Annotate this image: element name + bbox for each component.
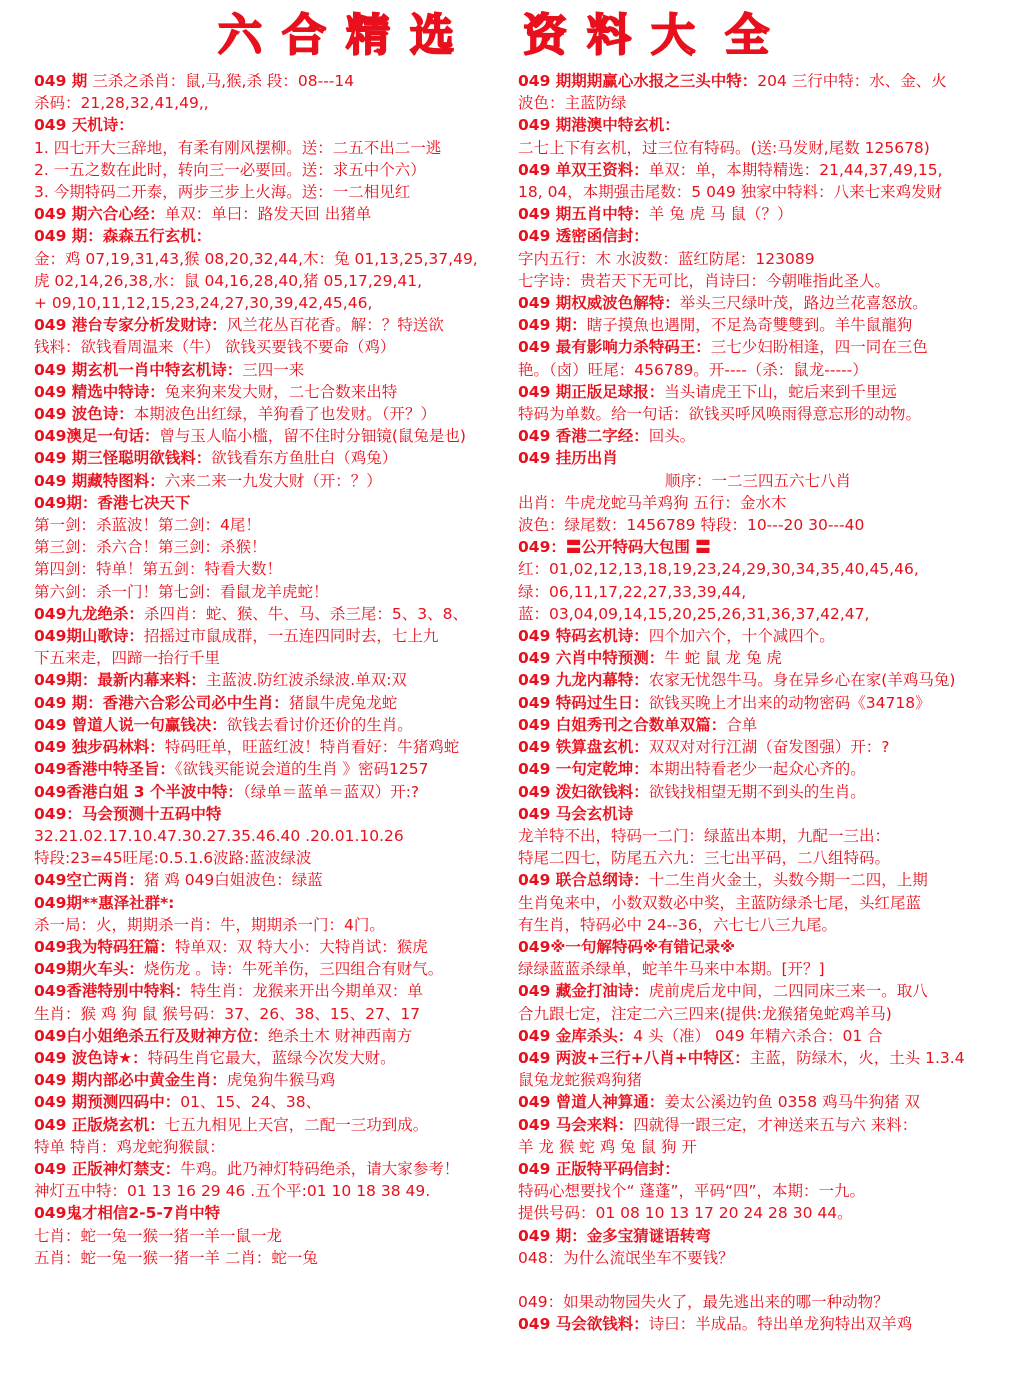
line-text: 204 三行中特：水、金、火 xyxy=(757,72,947,90)
text-line xyxy=(34,403,516,425)
line-text: 风兰花丛百花香。解：？特送欲 xyxy=(226,316,444,335)
text-line xyxy=(518,869,998,891)
line-heading: 049 曾道人说一句赢钱决： xyxy=(34,715,227,734)
text-line xyxy=(518,736,998,758)
line-heading: 049※一句解特码※有错记录※ xyxy=(518,937,736,956)
text-line xyxy=(518,314,998,336)
line-text: 猪鼠牛虎兔龙蛇 xyxy=(288,693,398,712)
text-line xyxy=(34,1136,516,1158)
line-text: 回头。 xyxy=(648,427,696,446)
title-char: 全 xyxy=(725,10,769,61)
text-line xyxy=(34,137,516,159)
line-text: 生肖兔来中，小数双数必中奖，主蓝防绿杀七尾，头红尾蓝 xyxy=(518,893,922,912)
text-line xyxy=(34,181,516,203)
text-line xyxy=(518,1202,998,1224)
line-text: 波色：绿尾数：1456789 特段：10---20 30---40 xyxy=(518,516,865,535)
line-text: 特码生肖它最大，蓝绿今次发大财。 xyxy=(147,1048,396,1067)
text-line xyxy=(34,1003,516,1025)
line-heading: 049 一句定乾坤： xyxy=(518,760,649,779)
line-text: 顺序：一二三四五六七八肖 xyxy=(664,471,851,490)
text-line xyxy=(34,114,516,136)
line-heading: 049空亡两肖： xyxy=(34,871,144,890)
line-text: 波色：主蓝防绿 xyxy=(518,94,627,113)
line-text: 五肖：蛇一兔一猴一猪一羊 二肖：蛇一兔 xyxy=(34,1248,318,1267)
line-text: 绝杀土木 财神西南方 xyxy=(267,1026,413,1045)
line-text: 招摇过市鼠成群，一五连四同时去，七上九 xyxy=(143,627,439,646)
text-line xyxy=(34,1114,516,1136)
line-text: 32.21.02.17.10.47.30.27.35.46.40 .20.01.10.26 xyxy=(34,826,404,845)
line-text: 特生肖：龙猴来开出今期单双：单 xyxy=(190,982,423,1001)
line-text: 牛鸡。此乃神灯特码绝杀，请大家参考！ xyxy=(180,1159,460,1178)
line-text: 六来二来一九发大财（开：？） xyxy=(164,471,382,490)
line-heading: 049 藏金打油诗： xyxy=(518,982,649,1001)
line-heading: 049期山歌诗： xyxy=(34,627,144,646)
line-text: 艳。（卤）旺尾：456789。开----（杀：鼠龙-----） xyxy=(518,360,868,379)
line-text: 姜太公溪边钓鱼 0358 鸡马牛狗猪 双 xyxy=(664,1093,920,1112)
right-column xyxy=(518,70,998,1335)
line-text: 羊 兔 虎 马 鼠（？） xyxy=(648,205,793,224)
text-line xyxy=(34,803,516,825)
text-line xyxy=(518,625,998,647)
line-text: 出肖：牛虎龙蛇马羊鸡狗 五行：金水木 xyxy=(518,493,787,512)
line-text: 本期波色出红绿，羊狗看了也发财。（开？） xyxy=(133,405,437,424)
text-line xyxy=(34,781,516,803)
line-text: 七五九相见上天宫，二配一三功到成。 xyxy=(164,1115,429,1134)
line-text: 提供号码：01 08 10 13 17 20 24 28 30 44。 xyxy=(518,1204,853,1223)
line-heading: 049 期权威波色解特： xyxy=(518,294,680,313)
text-line xyxy=(34,1225,516,1247)
line-text: 羊 龙 猴 蛇 鸡 兔 鼠 狗 开 xyxy=(518,1137,697,1156)
line-heading: 049期火车头： xyxy=(34,960,144,979)
line-heading: 049 九龙内幕特： xyxy=(518,671,649,690)
text-line xyxy=(518,892,998,914)
text-line xyxy=(34,425,516,447)
text-line xyxy=(518,447,998,469)
text-line xyxy=(518,669,998,691)
line-heading: 049 单双王资料： xyxy=(518,160,649,179)
line-heading: 049 金库杀头： xyxy=(518,1026,634,1045)
line-heading: 049 期内部必中黄金生肖： xyxy=(34,1071,227,1090)
text-line xyxy=(34,625,516,647)
text-line xyxy=(518,1180,998,1202)
text-line xyxy=(518,425,998,447)
text-line xyxy=(34,1025,516,1047)
text-line xyxy=(518,270,998,292)
text-line xyxy=(34,758,516,780)
text-line xyxy=(34,603,516,625)
line-heading: 049 期：香港六合彩公司必中生肖： xyxy=(34,693,289,712)
text-line xyxy=(34,936,516,958)
text-line xyxy=(34,714,516,736)
line-heading: 049 天机诗： xyxy=(34,116,134,135)
line-text: 当头请虎王下山，蛇后来到千里远 xyxy=(664,382,897,401)
text-line xyxy=(518,248,998,270)
line-heading: 049期：最新内幕来料： xyxy=(34,671,206,690)
line-text: 特码为单数。给一句话：欲钱买呼风唤雨得意忘形的动物。 xyxy=(518,405,922,424)
line-heading: 049 期预测四码中： xyxy=(34,1093,181,1112)
line-text: 049：如果动物园失火了，最先逃出来的哪一种动物？ xyxy=(518,1292,889,1311)
text-line xyxy=(34,1247,516,1269)
text-line xyxy=(34,692,516,714)
text-line xyxy=(518,1158,998,1180)
line-text: 生肖：猴 鸡 狗 鼠 猴号码：37、26、38、15、27、17 xyxy=(34,1004,421,1023)
text-line xyxy=(518,403,998,425)
text-line xyxy=(34,492,516,514)
line-text: 杀四肖：蛇、猴、牛、马、杀三尾：5、3、8、 xyxy=(143,604,468,623)
line-heading: 049 马会玄机诗 xyxy=(518,804,634,823)
line-heading: 049：〓公开特码大包围 〓 xyxy=(518,538,711,557)
line-heading: 049 六肖中特预测： xyxy=(518,649,665,668)
line-heading: 049我为特码狂篇： xyxy=(34,937,175,956)
line-heading: 049 港台专家分析发财诗： xyxy=(34,316,227,335)
text-line xyxy=(518,70,998,92)
text-line xyxy=(34,1091,516,1113)
text-line xyxy=(518,359,998,381)
page-title xyxy=(0,8,1025,64)
line-text: 虎前虎后龙中间，二四同床三来一。取八 xyxy=(648,982,928,1001)
text-line xyxy=(34,1202,516,1224)
line-heading: 049 特码玄机诗： xyxy=(518,627,649,646)
line-text: 下五来走，四蹄一抬行千里 xyxy=(34,649,221,668)
line-heading: 049 马会欲钱料： xyxy=(518,1315,649,1334)
line-heading: 049 期：森森五行玄机： xyxy=(34,227,212,246)
text-line xyxy=(34,847,516,869)
text-line xyxy=(518,536,998,558)
line-text: 18, 04，本期强击尾数：5 049 独家中特料：八来七来鸡发财 xyxy=(518,183,943,202)
line-heading: 049 最有影响力杀特码王： xyxy=(518,338,711,357)
line-heading: 049 精选中特诗： xyxy=(34,382,165,401)
text-line xyxy=(518,803,998,825)
text-line xyxy=(34,447,516,469)
line-text: 特单 特肖：鸡龙蛇狗猴鼠： xyxy=(34,1137,225,1156)
line-text: 有生肖，特码必中 24--36，六七七八三九尾。 xyxy=(518,915,838,934)
line-text: 单双：单，本期特精选：21,44,37,49,15, xyxy=(648,160,943,179)
line-text: 三四一来 xyxy=(242,360,305,379)
text-line xyxy=(34,359,516,381)
text-line xyxy=(34,869,516,891)
line-heading: 049 期 xyxy=(34,72,88,90)
text-line xyxy=(518,137,998,159)
line-text: 特码心想要找个“ 蓬蓬”，平码“四”，本期：一九。 xyxy=(518,1182,866,1201)
text-line xyxy=(34,1180,516,1202)
line-text: 虎兔狗牛猴马鸡 xyxy=(226,1071,336,1090)
line-text: 欲钱看东方鱼肚白（鸡兔） xyxy=(211,449,398,468)
text-line xyxy=(34,270,516,292)
line-heading: 049 期：金多宝猜谜语转弯 xyxy=(518,1226,711,1245)
text-line xyxy=(518,714,998,736)
line-heading: 049 白姐秀刊之合数单双篇： xyxy=(518,715,727,734)
line-text: 举头三尺绿叶茂，路边兰花喜怒放。 xyxy=(679,294,928,313)
line-heading: 049 泼妇欲钱料： xyxy=(518,782,649,801)
line-text: 兔来狗来发大财，二七合数来出特 xyxy=(164,382,398,401)
line-text: 猪 鸡 049白姐波色：绿蓝 xyxy=(143,871,323,890)
line-text: 瞎子摸魚也遇閒，不足為奇雙雙到。羊牛鼠龍狗 xyxy=(586,316,913,335)
text-line xyxy=(34,203,516,225)
line-text: 主蓝波.防红波杀绿波.单双:双 xyxy=(205,671,407,690)
line-text: 绿绿蓝蓝杀绿单，蛇羊牛马来中本期。[开？] xyxy=(518,960,825,979)
text-line xyxy=(34,958,516,980)
text-line xyxy=(518,114,998,136)
line-text: 曾与玉人临小槛，留不住时分钿镜(鼠兔是也) xyxy=(159,427,466,446)
text-line xyxy=(34,470,516,492)
text-line xyxy=(34,536,516,558)
line-text: 欲钱买晚上才出来的动物密码《34718》 xyxy=(648,693,931,712)
line-heading: 049 正版特平码信封： xyxy=(518,1159,680,1178)
text-line xyxy=(34,159,516,181)
text-line xyxy=(518,1313,998,1335)
line-heading: 049 马会来料： xyxy=(518,1115,634,1134)
text-line xyxy=(518,203,998,225)
text-line xyxy=(34,381,516,403)
text-line xyxy=(518,514,998,536)
line-text: 虎 02,14,26,38,水：鼠 04,16,28,40,猪 05,17,29,41, xyxy=(34,271,423,290)
line-text: 十二生肖火金土，头数今期一二四，上期 xyxy=(648,871,928,890)
line-text: 特段:23=45旺尾:0.5.1.6波路:蓝波绿波 xyxy=(34,849,312,868)
line-text: 牛 蛇 鼠 龙 兔 虎 xyxy=(664,649,782,668)
line-text: 欲钱找相望无期不到头的生肖。 xyxy=(648,782,866,801)
text-line xyxy=(518,1114,998,1136)
text-line xyxy=(518,381,998,403)
line-heading: 049 透密函信封： xyxy=(518,227,649,246)
line-heading: 049 波色诗★： xyxy=(34,1048,148,1067)
line-heading: 049 正版神灯禁支： xyxy=(34,1159,181,1178)
line-heading: 049鬼才相信2-5-7肖中特 xyxy=(34,1204,221,1223)
line-heading: 049 期港澳中特玄机： xyxy=(518,116,680,135)
line-text: 烧伤龙 。诗：牛死羊伤，三四组合有财气。 xyxy=(143,960,444,979)
text-line xyxy=(518,159,998,181)
text-line xyxy=(518,181,998,203)
line-heading: 049香港中特圣旨： xyxy=(34,760,175,779)
text-line xyxy=(34,248,516,270)
line-heading: 049期：香港七决天下 xyxy=(34,493,191,512)
line-text: 双双对对行江湖（奋发图强）开：? xyxy=(648,738,890,757)
line-text: 杀码：21,28,32,41,49,, xyxy=(34,94,209,113)
text-line xyxy=(34,647,516,669)
title-char: 选 xyxy=(410,10,454,61)
text-line xyxy=(34,292,516,314)
line-heading: 049 期三怪聪明欲钱料： xyxy=(34,449,212,468)
text-line xyxy=(518,1247,998,1269)
line-heading: 049 正版烧玄机： xyxy=(34,1115,165,1134)
text-line xyxy=(34,70,516,92)
text-line xyxy=(518,1136,998,1158)
line-text: 单双：单曰：路发天回 出猪单 xyxy=(164,205,372,224)
text-line xyxy=(518,936,998,958)
spacer xyxy=(518,1269,998,1291)
line-heading: 049 期玄机一肖中特玄机诗： xyxy=(34,360,243,379)
text-line xyxy=(518,581,998,603)
line-text: 三七少妇盼相逢，四一同在三色 xyxy=(710,338,928,357)
line-heading: 049 独步码林料： xyxy=(34,738,165,757)
line-text: 本期出特看老少一起众心齐的。 xyxy=(648,760,866,779)
text-line xyxy=(518,847,998,869)
text-line xyxy=(518,958,998,980)
text-line xyxy=(518,292,998,314)
line-text: 第三剑：杀六合！第三剑：杀猴！ xyxy=(34,538,267,557)
line-text: 主蓝，防绿木，火，土头 1.3.4 xyxy=(749,1048,965,1067)
title-char: 资 xyxy=(523,10,567,61)
text-line xyxy=(34,558,516,580)
text-line xyxy=(518,781,998,803)
line-text: 《欲钱买能说会道的生肖 》密码1257 xyxy=(174,760,429,779)
text-line xyxy=(518,1291,998,1313)
line-text: 字内五行：木 水波数：蓝红防尾：123089 xyxy=(518,249,815,268)
text-line xyxy=(518,92,998,114)
line-text: 四个加六个，十个减四个。 xyxy=(648,627,835,646)
text-line xyxy=(34,1069,516,1091)
line-text: 绿：06,11,17,22,27,33,39,44, xyxy=(518,582,747,601)
text-line xyxy=(34,581,516,603)
text-line xyxy=(34,92,516,114)
text-line xyxy=(518,603,998,625)
title-char: 大 xyxy=(651,10,695,61)
line-text: 01、15、24、38、 xyxy=(180,1093,322,1112)
line-heading: 049 期： xyxy=(518,316,587,335)
text-line xyxy=(518,1003,998,1025)
text-line xyxy=(34,736,516,758)
line-text: 杀一局：火，期期杀一肖：牛，期期杀一门：4门。 xyxy=(34,915,385,934)
line-text: 欲钱去看讨价还价的生肖。 xyxy=(226,715,413,734)
line-heading: 049 联合总纲诗： xyxy=(518,871,649,890)
line-text: 特单双：双 特大小：大特肖试：猴虎 xyxy=(174,937,428,956)
line-text: 金：鸡 07,19,31,43,猴 08,20,32,44,木：兔 01,13,25,37,49, xyxy=(34,249,478,268)
text-line xyxy=(518,558,998,580)
line-text: 4 头（准） 049 年精六杀合：01 合 xyxy=(633,1026,883,1045)
text-line xyxy=(518,1025,998,1047)
text-line xyxy=(518,336,998,358)
line-heading: 049澳足一句话： xyxy=(34,427,160,446)
line-text: 特码旺单，旺蓝红波！特肖看好：牛猪鸡蛇 xyxy=(164,738,460,757)
line-heading: 049 期六合心经： xyxy=(34,205,165,224)
text-line xyxy=(34,1047,516,1069)
text-line xyxy=(518,225,998,247)
text-line xyxy=(34,336,516,358)
text-line xyxy=(518,1225,998,1247)
line-heading: 049 期正版足球报： xyxy=(518,382,665,401)
line-heading: 049 期藏特图料： xyxy=(34,471,165,490)
line-text: + 09,10,11,12,15,23,24,27,30,39,42,45,46, xyxy=(34,294,373,313)
line-text: 红：01,02,12,13,18,19,23,24,29,30,34,35,40,45,46, xyxy=(518,560,919,579)
line-text: 第六剑：杀一门！第七剑：看鼠龙羊虎蛇！ xyxy=(34,582,329,601)
line-heading: 049香港特别中特料： xyxy=(34,982,191,1001)
line-text: 3. 今期特码二开泰，两步三步上火海。送：一二相见红 xyxy=(34,183,411,202)
line-heading: 049 挂历出肖 xyxy=(518,449,618,468)
text-line xyxy=(34,314,516,336)
line-text: 三杀之杀肖：鼠,马,猴,杀 段：08---14 xyxy=(87,72,355,90)
text-line xyxy=(34,892,516,914)
text-line xyxy=(518,1069,998,1091)
text-line xyxy=(518,825,998,847)
text-line xyxy=(34,514,516,536)
line-text: 钱料：欲钱看周温来（牛） 欲钱买要钱不要命（鸡） xyxy=(34,338,396,357)
line-text: 第一剑：杀蓝波！第二剑：4尾！ xyxy=(34,516,261,535)
text-line xyxy=(518,647,998,669)
text-line xyxy=(518,492,998,514)
left-column xyxy=(34,70,516,1269)
text-line xyxy=(34,669,516,691)
line-text: 合单 xyxy=(726,715,758,734)
line-heading: 049 铁算盘玄机： xyxy=(518,738,649,757)
title-char: 六 xyxy=(218,10,262,61)
line-heading: 049 特码过生日： xyxy=(518,693,649,712)
line-text: 1. 四七开大三辞地，有柔有刚风摆柳。送：二五不出二一逃 xyxy=(34,138,442,157)
title-char: 精 xyxy=(346,10,390,61)
line-heading: 049 期期期赢心水报之三头中特： xyxy=(518,72,758,90)
text-line xyxy=(34,225,516,247)
line-heading: 049期**惠泽社群*: xyxy=(34,893,175,912)
line-text: 2. 一五之数在此时，转向三一必要回。送：求五中个六） xyxy=(34,160,426,179)
text-line xyxy=(518,758,998,780)
text-line xyxy=(34,825,516,847)
line-text: 048：为什么流氓坐车不要钱？ xyxy=(518,1248,734,1267)
text-line xyxy=(518,692,998,714)
line-heading: 049 曾道人神算通： xyxy=(518,1093,665,1112)
text-line xyxy=(34,980,516,1002)
line-text: 二七上下有玄机，过三位有特码。(送:马发财,尾数 125678) xyxy=(518,138,930,157)
line-text: 诗曰：半成品。特出单龙狗特出双羊鸡 xyxy=(648,1315,913,1334)
text-line xyxy=(34,1158,516,1180)
line-text: 七肖：蛇一兔一猴一猪一羊一鼠一龙 xyxy=(34,1226,283,1245)
line-text: 四就得一跟三定，才神送来五与六 来料： xyxy=(633,1115,918,1134)
line-heading: 049 波色诗： xyxy=(34,405,134,424)
line-text: 第四剑：特单！第五剑：特看大数！ xyxy=(34,560,283,579)
text-line xyxy=(518,1047,998,1069)
line-text: （绿单＝蓝单＝蓝双）开:? xyxy=(242,782,420,801)
line-text: 特尾二四七，防尾五六九：三七出平码，二八组特码。 xyxy=(518,849,891,868)
line-text: 神灯五中特：01 13 16 29 46 .五个平:01 10 18 38 49. xyxy=(34,1182,431,1201)
text-line xyxy=(518,1091,998,1113)
line-heading: 049：马会预测十五码中特 xyxy=(34,804,222,823)
line-heading: 049 两波+三行+八肖+中特区： xyxy=(518,1048,750,1067)
text-line xyxy=(518,980,998,1002)
text-line xyxy=(518,470,998,492)
line-text: 鼠兔龙蛇猴鸡狗猪 xyxy=(518,1071,643,1090)
text-line xyxy=(518,914,998,936)
line-heading: 049 香港二字经： xyxy=(518,427,649,446)
line-heading: 049香港白姐 3 个半波中特： xyxy=(34,782,243,801)
line-heading: 049白小姐绝杀五行及财神方位： xyxy=(34,1026,268,1045)
line-text: 农家无忧怨牛马。身在异乡心在家(羊鸡马兔) xyxy=(648,671,956,690)
line-heading: 049九龙绝杀： xyxy=(34,604,144,623)
line-text: 七字诗：贵若天下无可比，肖诗曰：今朝唯指此圣人。 xyxy=(518,271,891,290)
line-text: 蓝：03,04,09,14,15,20,25,26,31,36,37,42,47, xyxy=(518,604,870,623)
line-text: 合九跟七定，注定二六三四来(提供:龙猴猪兔蛇鸡羊马) xyxy=(518,1004,892,1023)
line-heading: 049 期五肖中特： xyxy=(518,205,649,224)
title-char: 合 xyxy=(282,10,326,61)
line-text: 龙羊特不出，特码一二门：绿蓝出本期，九配一三出： xyxy=(518,826,891,845)
title-char: 料 xyxy=(587,10,631,61)
text-line xyxy=(34,914,516,936)
